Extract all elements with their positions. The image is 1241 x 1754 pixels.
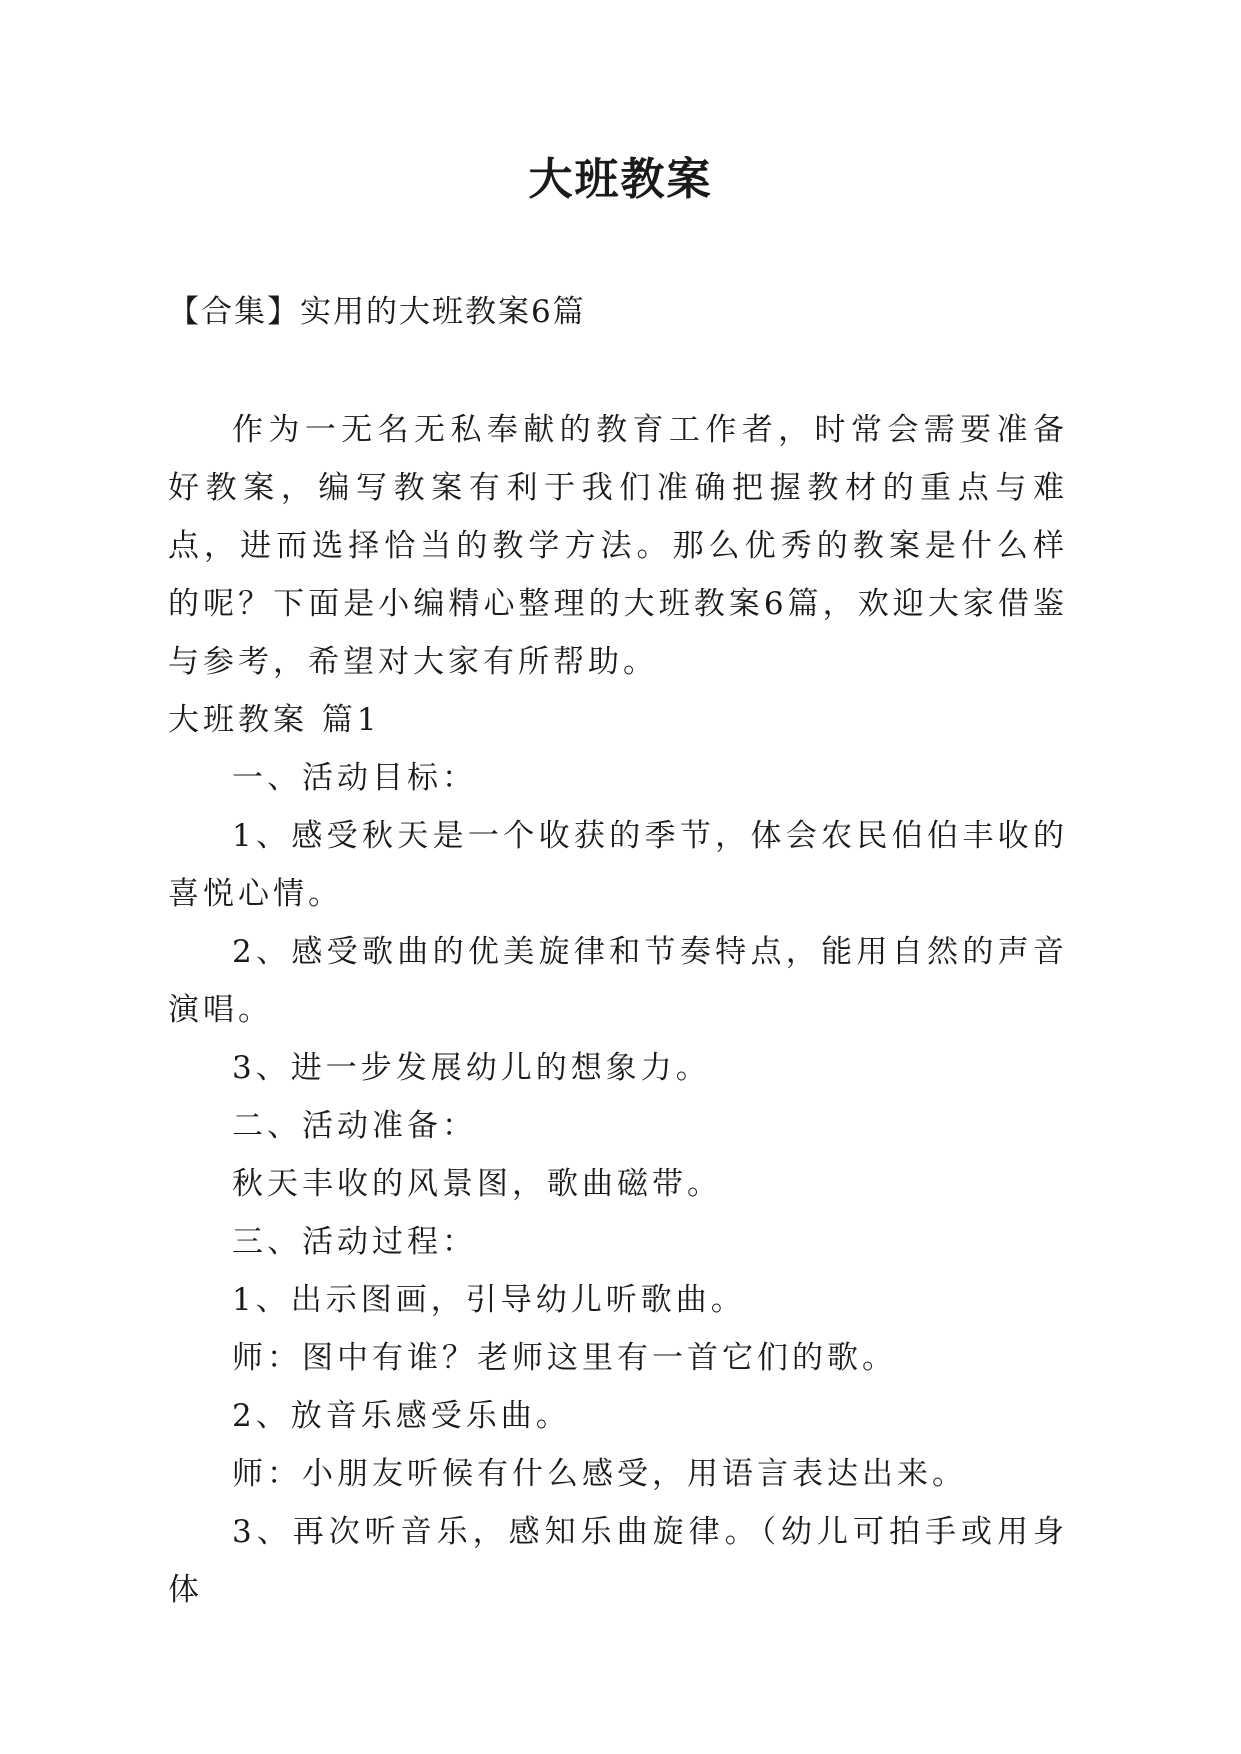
section-heading: 大班教案 篇1 — [168, 702, 381, 738]
document-subtitle: 【合集】实用的大班教案6篇 — [168, 294, 586, 330]
activity-goals-heading: 一、活动目标： — [232, 760, 477, 796]
process-step: 3、再次听音乐，感知乐曲旋律。（幼儿可拍手或用身体 — [168, 1514, 1068, 1608]
teacher-line: 师：小朋友听候有什么感受，用语言表达出来。 — [232, 1456, 967, 1492]
goal-item: 2、感受歌曲的优美旋律和节奏特点，能用自然的声音演唱。 — [168, 934, 1068, 1028]
document-title: 大班教案 — [528, 154, 713, 205]
intro-paragraph: 作为一无名无私奉献的教育工作者，时常会需要准备好教案，编写教案有利于我们准确把握教材的重点与难点，进而选择恰当的教学方法。那么优秀的教案是什么样的呢？下面是小编精心整理的大班教案6篇，欢迎大家借鉴与参考，希望对大家有所帮助。 — [168, 412, 1068, 680]
process-step: 2、放音乐感受乐曲。 — [232, 1398, 571, 1434]
activity-process-heading: 三、活动过程： — [232, 1224, 477, 1260]
document-body — [168, 401, 1068, 1619]
goal-item: 3、进一步发展幼儿的想象力。 — [232, 1050, 711, 1086]
teacher-line: 师：图中有谁？老师这里有一首它们的歌。 — [232, 1340, 897, 1376]
prep-item: 秋天丰收的风景图，歌曲磁带。 — [232, 1166, 722, 1202]
activity-prep-heading: 二、活动准备： — [232, 1108, 477, 1144]
process-step: 1、出示图画，引导幼儿听歌曲。 — [232, 1282, 746, 1318]
goal-item: 1、感受秋天是一个收获的季节，体会农民伯伯丰收的喜悦心情。 — [168, 818, 1068, 912]
